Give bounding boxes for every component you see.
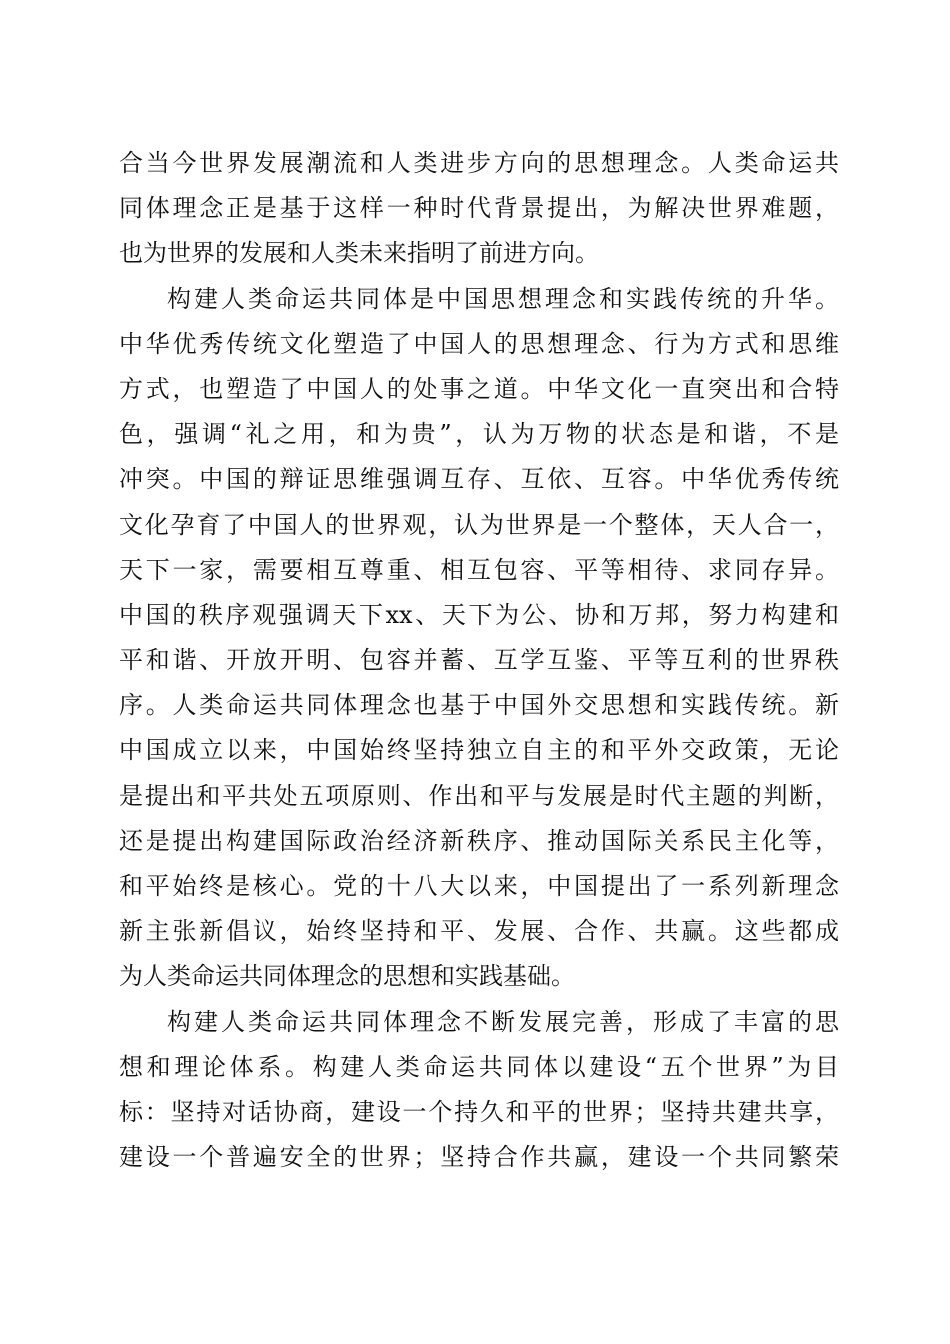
text-line: 中国的秩序观强调天下xx、天下为公、协和万邦，努力构建和 (119, 600, 839, 629)
text-line: 合当今世界发展潮流和人类进步方向的思想理念。人类命运共 (119, 149, 839, 177)
text-line: 也为世界的发展和人类未来指明了前进方向。 (119, 239, 599, 268)
text-line: 构建人类命运共同体是中国思想理念和实践传统的升华。 (167, 284, 839, 313)
body-text (119, 141, 839, 1180)
text-line: 方式，也塑造了中国人的处事之道。中华文化一直突出和合特 (119, 374, 839, 403)
text-line: 中华优秀传统文化塑造了中国人的思想理念、行为方式和思维 (119, 329, 839, 358)
text-line: 想和理论体系。构建人类命运共同体以建设“五个世界”为目 (119, 1052, 839, 1081)
text-line: 序。人类命运共同体理念也基于中国外交思想和实践传统。新 (119, 691, 839, 720)
text-line: 冲突。中国的辩证思维强调互存、互依、互容。中华优秀传统 (119, 465, 839, 494)
text-line: 是提出和平共处五项原则、作出和平与发展是时代主题的判断， (119, 781, 839, 810)
text-line: 和平始终是核心。党的十八大以来，中国提出了一系列新理念 (119, 872, 839, 900)
text-line: 文化孕育了中国人的世界观，认为世界是一个整体，天人合一， (119, 510, 839, 539)
text-line: 中国成立以来，中国始终坚持独立自主的和平外交政策，无论 (119, 736, 839, 765)
text-line: 天下一家，需要相互尊重、相互包容、平等相待、求同存异。 (119, 555, 839, 584)
text-line: 同体理念正是基于这样一种时代背景提出，为解决世界难题， (119, 194, 839, 223)
text-line: 还是提出构建国际政治经济新秩序、推动国际关系民主化等， (119, 826, 839, 855)
text-line: 为人类命运共同体理念的思想和实践基础。 (119, 962, 575, 991)
text-line: 构建人类命运共同体理念不断发展完善，形成了丰富的思 (167, 1007, 839, 1036)
text-line: 色，强调“礼之用，和为贵”，认为万物的状态是和谐，不是 (119, 420, 839, 449)
text-line: 建设一个普遍安全的世界；坚持合作共赢，建设一个共同繁荣 (119, 1143, 839, 1172)
text-line: 新主张新倡议，始终坚持和平、发展、合作、共赢。这些都成 (119, 917, 839, 946)
text-line: 平和谐、开放开明、包容并蓄、互学互鉴、平等互利的世界秩 (119, 646, 839, 675)
text-line: 标：坚持对话协商，建设一个持久和平的世界；坚持共建共享， (119, 1097, 839, 1126)
